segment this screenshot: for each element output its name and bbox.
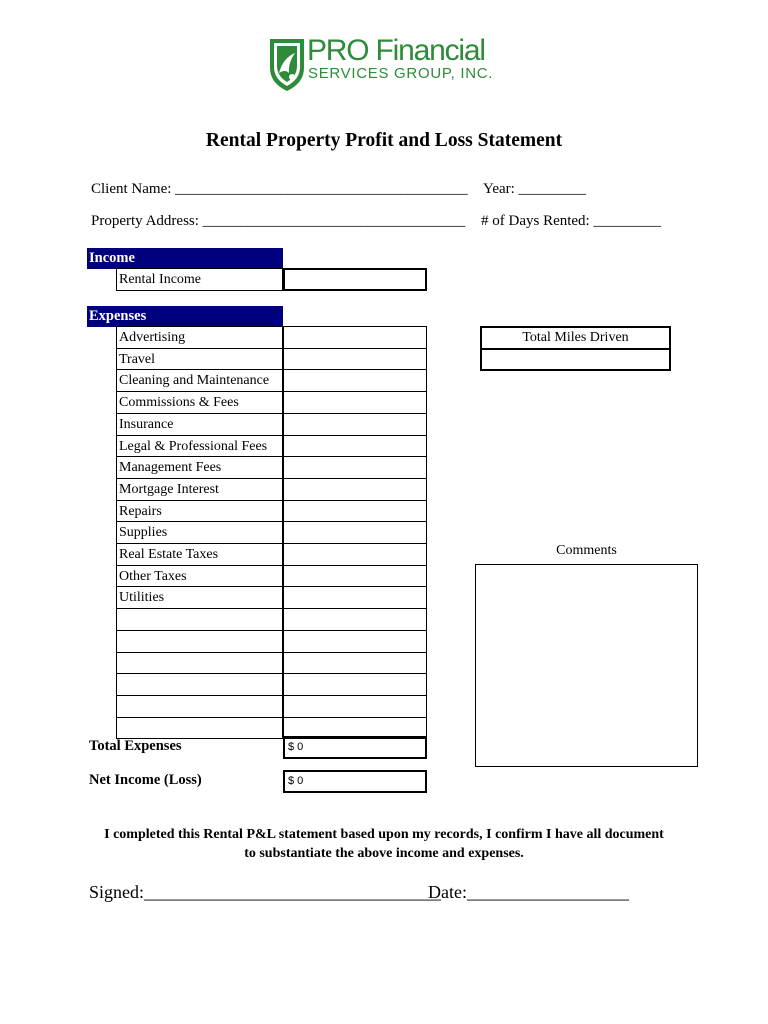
- expense-value-input[interactable]: [283, 478, 427, 501]
- expense-value-input[interactable]: [283, 673, 427, 696]
- expense-label: [116, 608, 283, 631]
- certification-line-2: to substantiate the above income and expenses.: [244, 846, 524, 861]
- logo-name: PRO Financial: [307, 34, 485, 67]
- expense-value-input[interactable]: [283, 586, 427, 609]
- rental-income-label: Rental Income: [116, 268, 283, 291]
- rental-income-input[interactable]: [283, 268, 427, 291]
- expense-label: [116, 673, 283, 696]
- expense-value-input[interactable]: [283, 413, 427, 436]
- net-income-label: Net Income (Loss): [89, 772, 202, 788]
- expense-label: Insurance: [116, 413, 283, 436]
- expense-value-input[interactable]: [283, 630, 427, 653]
- total-expenses-label: Total Expenses: [89, 738, 182, 754]
- expense-value-input[interactable]: [283, 608, 427, 631]
- comments-box[interactable]: [475, 564, 698, 767]
- expense-label: Other Taxes: [116, 565, 283, 587]
- expense-label: [116, 630, 283, 653]
- expense-value-input[interactable]: [283, 543, 427, 566]
- income-header: Income: [87, 248, 283, 269]
- expense-label: Supplies: [116, 521, 283, 544]
- client-name-field[interactable]: Client Name: _______________________________________: [91, 181, 468, 197]
- expense-label: Legal & Professional Fees: [116, 435, 283, 457]
- page-title: Rental Property Profit and Loss Statement: [205, 130, 563, 151]
- expense-value-input[interactable]: [283, 565, 427, 587]
- year-field[interactable]: Year: _________: [483, 181, 587, 197]
- comments-label: Comments: [556, 543, 617, 558]
- company-logo: [268, 36, 508, 94]
- expense-value-input[interactable]: [283, 326, 427, 349]
- expense-label: [116, 652, 283, 674]
- miles-box: [480, 326, 671, 371]
- signature-line[interactable]: Signed:_________________________________: [89, 882, 442, 902]
- net-income-value[interactable]: $ 0: [283, 770, 427, 793]
- expense-label: Advertising: [116, 326, 283, 349]
- expense-label: Mortgage Interest: [116, 478, 283, 501]
- total-miles-input[interactable]: [482, 350, 669, 369]
- expense-value-input[interactable]: [283, 369, 427, 392]
- expense-label: [116, 717, 283, 739]
- expense-value-input[interactable]: [283, 652, 427, 674]
- expense-label: [116, 695, 283, 718]
- expense-label: Real Estate Taxes: [116, 543, 283, 566]
- expense-label: Utilities: [116, 586, 283, 609]
- expenses-header: Expenses: [87, 306, 283, 327]
- expense-label: Commissions & Fees: [116, 391, 283, 414]
- expense-value-input[interactable]: [283, 435, 427, 457]
- expense-label: Repairs: [116, 500, 283, 522]
- days-rented-field[interactable]: # of Days Rented: _________: [481, 213, 661, 229]
- expense-label: Travel: [116, 348, 283, 370]
- date-line[interactable]: Date:__________________: [428, 882, 629, 902]
- total-miles-label: Total Miles Driven: [482, 328, 669, 350]
- total-expenses-value[interactable]: $ 0: [283, 736, 427, 759]
- expense-value-input[interactable]: [283, 695, 427, 718]
- expense-value-input[interactable]: [283, 348, 427, 370]
- expense-value-input[interactable]: [283, 456, 427, 479]
- logo-subtitle: SERVICES GROUP, INC.: [308, 65, 494, 82]
- expense-value-input[interactable]: [283, 391, 427, 414]
- property-address-field[interactable]: Property Address: ___________________________________: [91, 213, 466, 229]
- shield-logo-icon: [268, 36, 306, 92]
- expense-value-input[interactable]: [283, 521, 427, 544]
- certification-line-1: I completed this Rental P&L statement based upon my records, I confirm I have all document: [104, 827, 664, 842]
- expense-label: Cleaning and Maintenance: [116, 369, 283, 392]
- expense-value-input[interactable]: [283, 500, 427, 522]
- expense-label: Management Fees: [116, 456, 283, 479]
